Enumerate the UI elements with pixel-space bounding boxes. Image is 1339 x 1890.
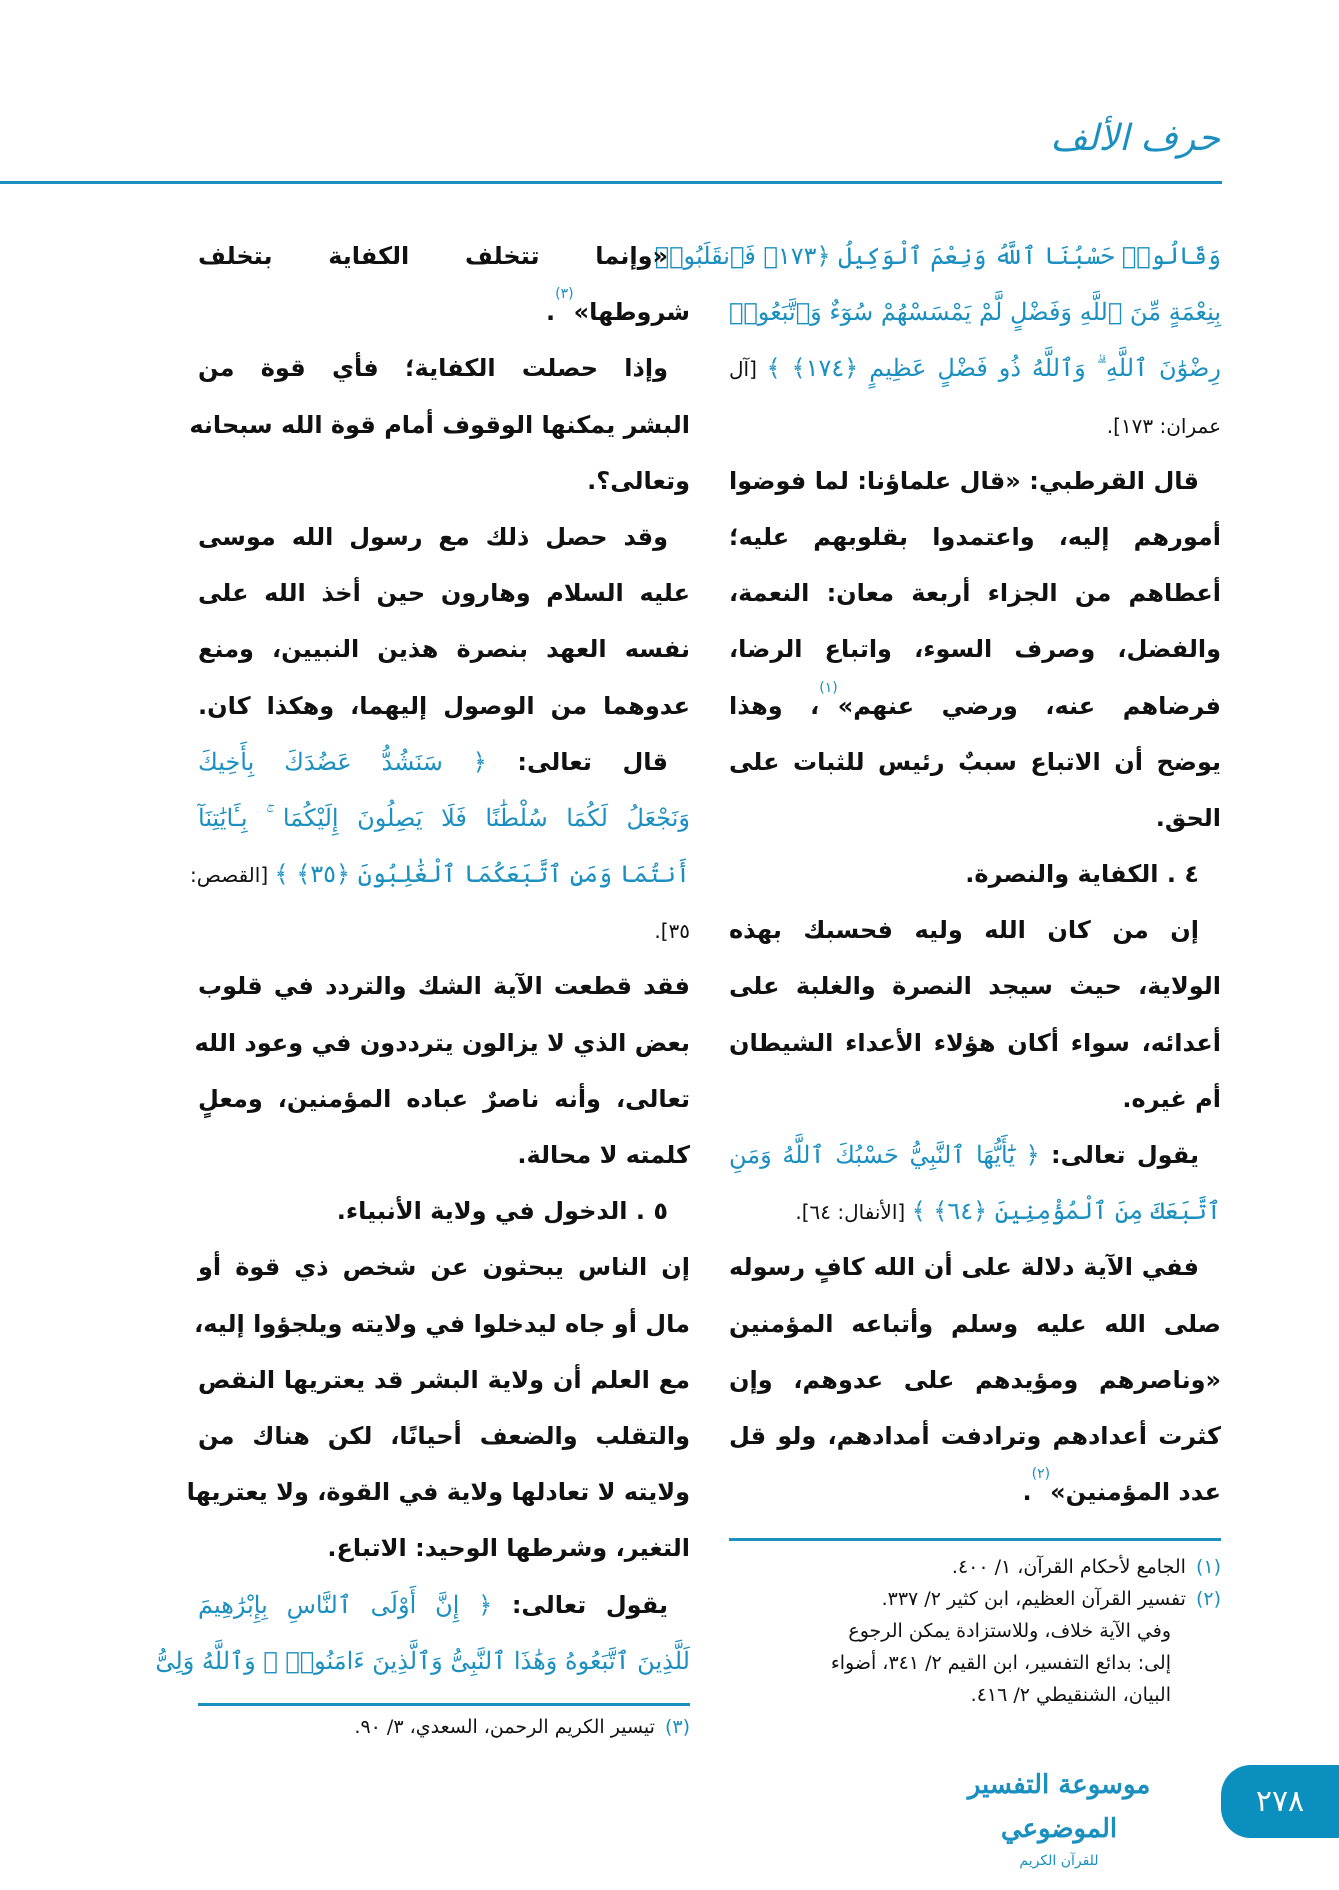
text-line <box>198 1408 690 1464</box>
text-line <box>729 453 1221 509</box>
text-line <box>729 397 1221 453</box>
text-line <box>729 678 1221 734</box>
footnote-ref: (٣) <box>555 286 574 303</box>
encyclopedia-logo <box>934 1763 1184 1869</box>
text-line <box>729 1015 1221 1071</box>
body-text: كثرت أعدادهم وترادفت أمدادهم، ولو قل <box>729 1421 1221 1450</box>
quran-verse: بِنِعْمَةٍ مِّنَ ٱللَّهِ وَفَضْلٍ لَّمْ يَمْسَسْهُمْ سُوٓءٌ وَٱتَّبَعُوا۟ <box>729 298 1221 327</box>
footnotes-right <box>729 1551 1221 1711</box>
quran-verse: لَلَّذِينَ ٱتَّبَعُوهُ وَهَٰذَا ٱلنَّبِىُّ وَٱلَّذِينَ ءَامَنُوا۟ ۗ وَٱللَّهُ وَلِىُّ <box>155 1646 690 1675</box>
body-text: عليه السلام وهارون حين أخذ الله على <box>198 579 690 608</box>
body-text: وتعالى؟. <box>587 466 690 495</box>
text-line <box>198 1183 690 1239</box>
text-line <box>729 1352 1221 1408</box>
body-text: قال تعالى: <box>486 747 668 776</box>
body-text: بعض الذي لا يزالون يترددون في وعود الله <box>194 1028 690 1057</box>
page-number: ٢٧٨ <box>1221 1765 1339 1838</box>
text-line <box>729 790 1221 846</box>
text-line <box>198 1071 690 1127</box>
logo-subtitle: للقرآن الكريم <box>1019 1853 1099 1869</box>
quran-verse: وَنَجْعَلُ لَكُمَا سُلْطَٰنًا فَلَا يَصِلُونَ إِلَيْكُمَا ۚ بِـَٔايَٰتِنَآ <box>198 803 690 832</box>
text-line <box>729 1071 1221 1127</box>
text-line <box>198 678 690 734</box>
text-line <box>654 228 1221 284</box>
text-line <box>729 509 1221 565</box>
text-line <box>729 340 1221 396</box>
body-text: يقول تعالى: <box>1039 1141 1200 1169</box>
footnote-number: (١) <box>1195 1556 1221 1578</box>
text-line <box>186 1464 690 1520</box>
body-text: صلى الله عليه وسلم وأتباعه المؤمنين <box>729 1309 1221 1338</box>
body-text: . <box>545 298 556 327</box>
footnote-rule-right <box>729 1538 1221 1541</box>
body-text: يوضح أن الاتباع سببٌ رئيس للثبات على <box>729 747 1221 776</box>
text-line <box>198 734 690 790</box>
body-text: والتقلب والضعف أحيانًا، لكن هناك من <box>198 1421 690 1450</box>
body-text: عمران: ١٧٣]. <box>1106 413 1221 438</box>
footnote <box>729 1583 1221 1615</box>
body-text: وقد حصل ذلك مع رسول الله موسى <box>198 522 668 551</box>
body-text: يقول تعالى: <box>492 1590 668 1619</box>
quran-verse: أَنتُمَا وَمَنِ ٱتَّبَعَكُمَا ٱلْغَٰلِبُونَ ﴿٣٥﴾ ﴾ <box>274 860 690 889</box>
footnote-rule-left <box>198 1703 690 1706</box>
quran-verse: ﴿ إِنَّ أَوْلَى ٱلنَّاسِ بِإِبْرَٰهِيمَ <box>198 1590 493 1619</box>
body-text: وإذا حصلت الكفاية؛ فأي قوة من <box>198 354 668 383</box>
text-line <box>198 565 690 621</box>
body-text: [آل <box>729 357 767 382</box>
footnote-text: وفي الآية خلاف، وللاستزادة يمكن الرجوع <box>848 1620 1171 1642</box>
body-text: ٥ . الدخول في ولاية الأنبياء. <box>336 1197 668 1226</box>
text-line <box>729 565 1221 621</box>
text-line <box>729 1183 1221 1239</box>
body-text: «وإنما تتخلف الكفاية بتخلف <box>198 242 668 270</box>
body-text: عدوهما من الوصول إليهما، وهكذا كان. <box>198 691 690 720</box>
text-line <box>198 340 690 396</box>
quran-verse: وَقَالُوا۟ حَسْبُنَا ٱللَّهُ وَنِعْمَ ٱلْوَكِيلُ ﴿١٧٣﴾ فَٱنقَلَبُوا۟ <box>654 242 1221 270</box>
text-line <box>198 1520 690 1576</box>
body-text: البشر يمكنها الوقوف أمام قوة الله سبحانه <box>189 410 690 439</box>
body-text: التغير، وشرطها الوحيد: الاتباع. <box>327 1534 690 1563</box>
footnote-text: تفسير القرآن العظيم، ابن كثير ٢/ ٣٣٧. <box>881 1588 1186 1610</box>
body-text: مع العلم أن ولاية البشر قد يعتريها النقص <box>198 1365 690 1394</box>
body-text: والفضل، وصرف السوء، واتباع الرضا، <box>729 635 1221 664</box>
footnote <box>729 1647 1221 1679</box>
body-text: نفسه العهد بنصرة هذين النبيين، ومنع <box>198 635 690 664</box>
text-line <box>198 1577 690 1633</box>
header-rule <box>0 181 1222 184</box>
text-line <box>198 453 690 509</box>
body-text: مال أو جاه ليدخلوا في ولايته ويلجؤوا إليه، <box>194 1309 690 1338</box>
text-line <box>729 1464 1221 1520</box>
text-line <box>729 846 1221 902</box>
body-text: ولايته لا تعادلها ولاية في القوة، ولا يعتريها <box>186 1478 690 1507</box>
body-text: [القصص: <box>189 863 275 888</box>
footnote-number: (٣) <box>664 1716 690 1738</box>
text-line <box>729 284 1221 340</box>
body-text: فرضاهم عنه، ورضي عنهم» <box>837 691 1221 720</box>
text-line <box>729 902 1221 958</box>
text-line <box>198 284 690 340</box>
text-line <box>198 790 690 846</box>
body-text: ففي الآية دلالة على أن الله كافٍ رسوله <box>729 1253 1199 1282</box>
body-text: كلمته لا محالة. <box>517 1141 690 1169</box>
footnote-ref: (٢) <box>1031 1466 1051 1483</box>
text-line <box>194 1015 690 1071</box>
text-line <box>189 846 690 902</box>
body-text: إن من كان الله وليه فحسبك بهذه <box>729 916 1199 945</box>
text-line <box>198 509 690 565</box>
logo-title: موسوعة التفسير الموضوعي <box>967 1770 1151 1844</box>
footnote-text: تيسير الكريم الرحمن، السعدي، ٣/ ٩٠. <box>354 1716 655 1738</box>
text-line <box>729 734 1221 790</box>
quran-verse: ﴿ سَنَشُدُّ عَضُدَكَ بِأَخِيكَ <box>198 747 487 776</box>
body-text: «وناصرهم ومؤيدهم على عدوهم، وإن <box>729 1365 1221 1394</box>
footnote-text: إلى: بدائع التفسير، ابن القيم ٢/ ٣٤١، أضواء <box>830 1652 1171 1674</box>
body-text: [الأنفال: ٦٤]. <box>795 1200 912 1225</box>
footnote <box>729 1679 1221 1711</box>
text-line <box>729 1239 1221 1295</box>
body-text: أمورهم إليه، واعتمدوا بقلوبهم عليه؛ <box>729 522 1221 551</box>
text-line <box>194 1296 690 1352</box>
footnote-number: (٢) <box>1195 1588 1221 1610</box>
quran-verse: ٱتَّبَعَكَ مِنَ ٱلْمُؤْمِنِينَ ﴿٦٤﴾ ﴾ <box>911 1197 1221 1226</box>
body-text: تعالى، وأنه ناصرٌ عباده المؤمنين، ومعلٍ <box>198 1084 690 1113</box>
body-text: قال القرطبي: «قال علماؤنا: لما فوضوا <box>729 466 1199 495</box>
text-line <box>729 1296 1221 1352</box>
text-line <box>198 621 690 677</box>
body-text: أم غيره. <box>1122 1084 1221 1113</box>
quran-verse: ﴿ يَٰٓأَيُّهَا ٱلنَّبِيُّ حَسْبُكَ ٱللَّهُ وَمَنِ <box>729 1141 1040 1169</box>
text-line <box>198 228 690 284</box>
footnote-ref: (١) <box>819 679 838 696</box>
body-text: الحق. <box>1155 803 1221 832</box>
footnote-text: الجامع لأحكام القرآن، ١/ ٤٠٠. <box>951 1556 1186 1578</box>
body-text: عدد المؤمنين» <box>1050 1478 1221 1507</box>
body-text: ٣٥]. <box>654 919 690 944</box>
text-line <box>729 958 1221 1014</box>
text-line <box>198 958 690 1014</box>
text-line <box>198 1352 690 1408</box>
body-text: إن الناس يبحثون عن شخص ذي قوة أو <box>198 1253 690 1282</box>
footnote-text: البيان، الشنقيطي ٢/ ٤١٦. <box>970 1684 1171 1706</box>
footnote <box>729 1551 1221 1583</box>
body-text: . <box>1022 1478 1032 1507</box>
text-line <box>189 397 690 453</box>
footnotes-left <box>198 1711 690 1743</box>
body-text: أعدائه، سواء أكان هؤلاء الأعداء الشيطان <box>729 1028 1221 1057</box>
left-column <box>155 228 690 1689</box>
text-line <box>729 1127 1221 1183</box>
text-line <box>729 621 1221 677</box>
text-line <box>155 1633 690 1689</box>
text-line <box>729 1408 1221 1464</box>
body-text: الولاية، حيث سيجد النصرة والغلبة على <box>729 972 1221 1001</box>
text-line <box>198 1239 690 1295</box>
body-text: أعطاهم من الجزاء أربعة معان: النعمة، <box>729 579 1221 608</box>
footnote <box>198 1711 690 1743</box>
body-text: شروطها» <box>573 298 690 327</box>
text-line <box>198 902 690 958</box>
quran-verse: رِضْوَٰنَ ٱللَّهِ ۗ وَٱللَّهُ ذُو فَضْلٍ عَظِيمٍ ﴿١٧٤﴾ ﴾ <box>766 354 1221 383</box>
text-line <box>198 1127 690 1183</box>
body-text: فقد قطعت الآية الشك والتردد في قلوب <box>198 972 690 1001</box>
body-text: ٤ . الكفاية والنصرة. <box>965 860 1199 889</box>
section-title: حرف الألف <box>1050 118 1220 159</box>
body-text: ، وهذا <box>729 691 820 720</box>
footnote <box>729 1615 1221 1647</box>
